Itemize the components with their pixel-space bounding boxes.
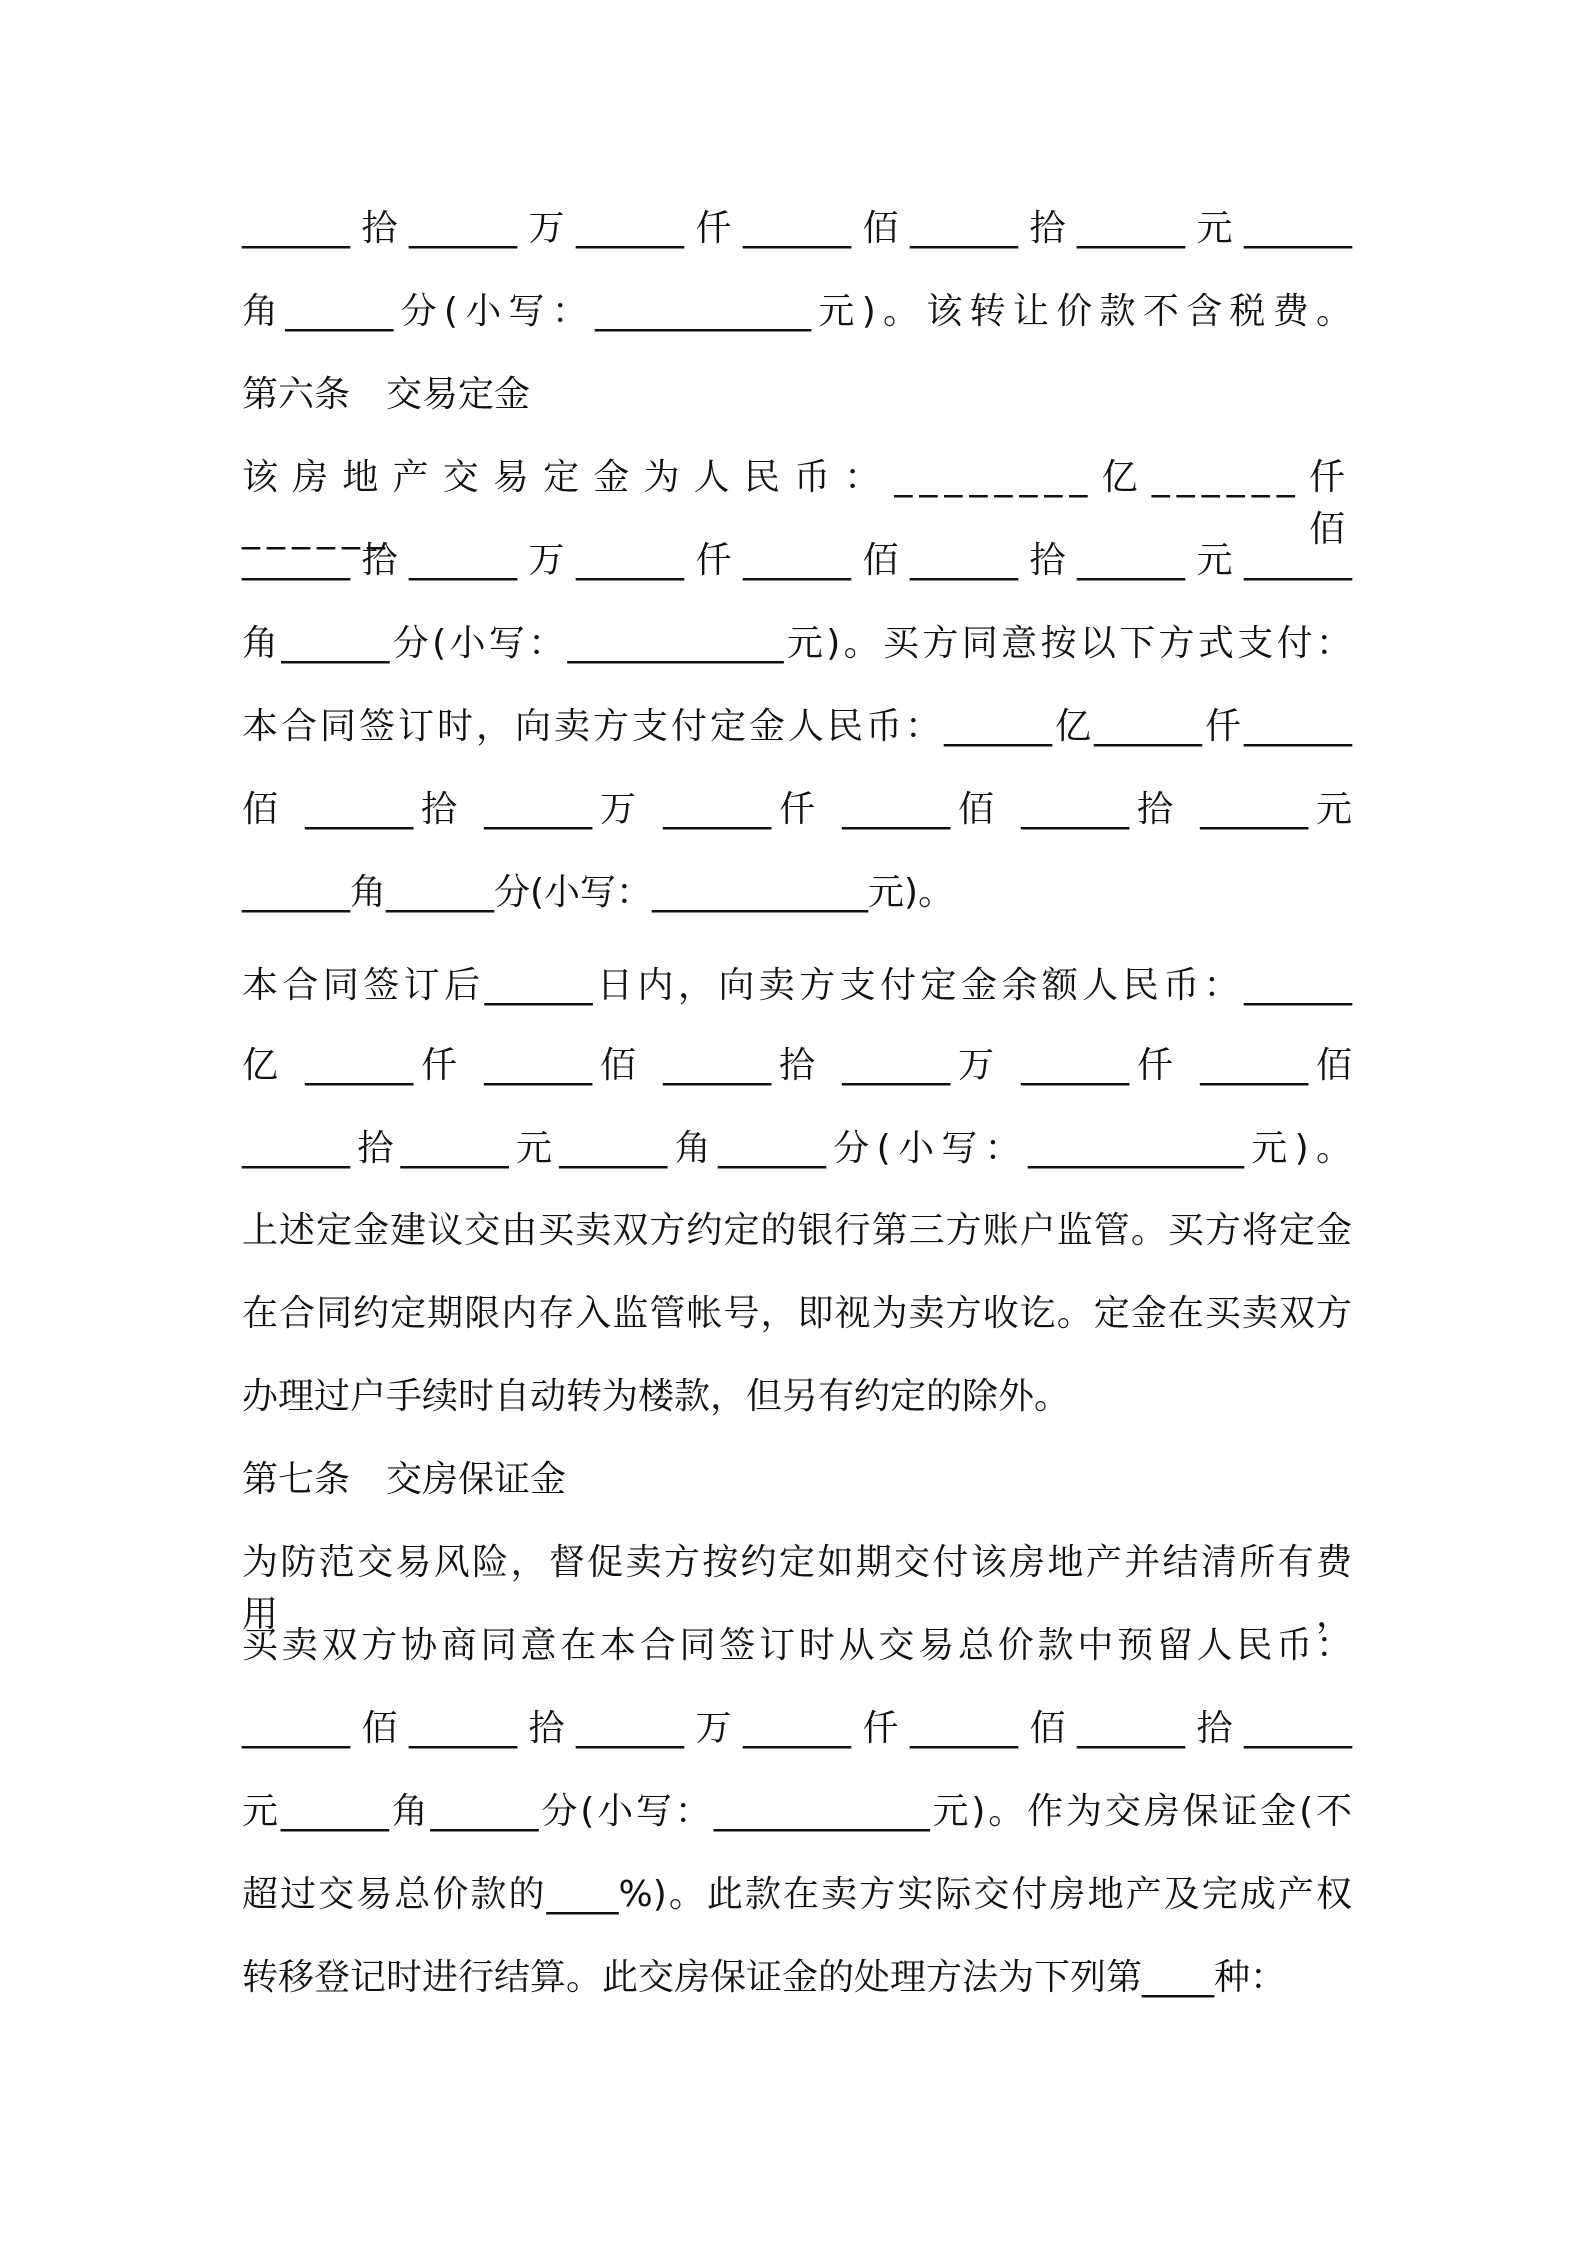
- text-line: ______佰______拾______万______仟______佰______拾______: [242, 1708, 1352, 1749]
- text-line: 转移登记时进行结算。此交房保证金的处理方法为下列第____种：: [242, 1957, 1287, 1998]
- text-line: 该房地产交易定金为人民币：________亿______仟______佰: [242, 457, 1352, 550]
- text-line: ______拾______元______角______分(小写：____________元)。: [242, 1128, 1352, 1169]
- section-heading: 第七条 交房保证金: [242, 1459, 567, 1500]
- text-line: 佰 ______拾 ______万 ______仟 ______佰 ______拾 ______元: [242, 789, 1352, 830]
- text-line: ______角______分(小写：____________元)。: [242, 872, 955, 913]
- text-line: 在合同约定期限内存入监管帐号，即视为卖方收讫。定金在买卖双方: [242, 1293, 1352, 1334]
- text-line: 买卖双方协商同意在本合同签订时从交易总价款中预留人民币：: [242, 1625, 1352, 1666]
- text-line: 为防范交易风险，督促卖方按约定如期交付该房地产并结清所有费用，: [242, 1542, 1352, 1635]
- text-line: 角______分(小写：____________元)。买方同意按以下方式支付：: [242, 623, 1352, 664]
- text-line: 本合同签订时，向卖方支付定金人民币：______亿______仟______: [242, 706, 1352, 747]
- text-line: 元______角______分(小写：____________元)。作为交房保证金(不: [242, 1791, 1352, 1832]
- section-heading: 第六条 交易定金: [242, 374, 531, 415]
- text-line: 角______分(小写：____________元)。该转让价款不含税费。: [242, 291, 1352, 332]
- text-line: 超过交易总价款的____%)。此款在卖方实际交付房地产及完成产权: [242, 1874, 1352, 1915]
- text-line: 上述定金建议交由买卖双方约定的银行第三方账户监管。买方将定金: [242, 1210, 1352, 1251]
- text-line: 办理过户手续时自动转为楼款，但另有约定的除外。: [242, 1376, 1071, 1417]
- text-line: ______拾______万______仟______佰______拾______元______: [242, 208, 1352, 249]
- text-line: ______拾______万______仟______佰______拾______元______: [242, 540, 1352, 581]
- text-line: 亿 ______仟 ______佰 ______拾 ______万 ______仟 ______佰: [242, 1045, 1352, 1086]
- text-line: 本合同签订后______日内，向卖方支付定金余额人民币：______: [242, 965, 1352, 1006]
